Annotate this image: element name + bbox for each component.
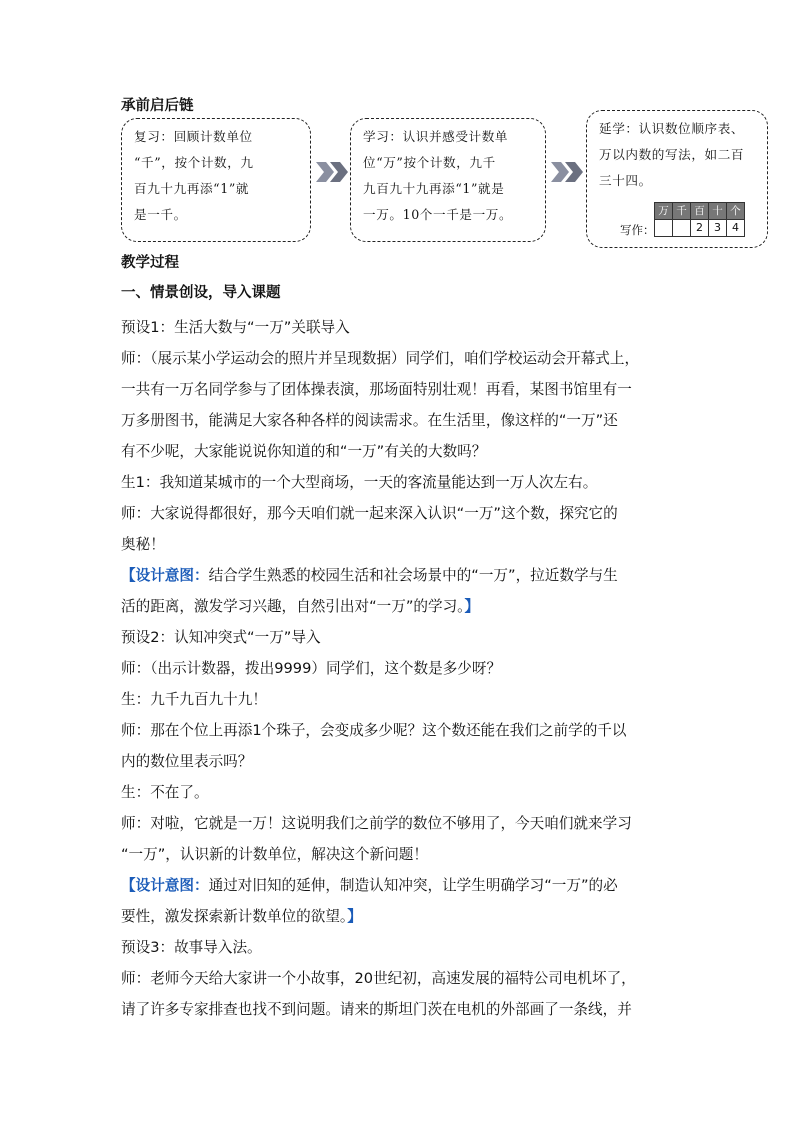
paragraph-line: 内的数位里表示吗？ bbox=[121, 753, 253, 770]
paragraph-line: 师：（展示某小学运动会的照片并呈现数据）同学们，咱们学校运动会开幕式上， bbox=[121, 350, 640, 367]
place-value-table bbox=[654, 202, 745, 237]
write-label: 写作： bbox=[620, 223, 655, 237]
place-value: 4 bbox=[727, 220, 745, 237]
place-header: 万 bbox=[655, 203, 673, 220]
paragraph-line: 师：对啦，它就是一万！这说明我们之前学的数位不够用了，今天咱们就来学习 bbox=[121, 815, 632, 832]
paragraph-line: 师：老师今天给大家讲一个小故事，20世纪初，高速发展的福特公司电机坏了， bbox=[121, 970, 636, 987]
review-line-3: 百九十九再添“1”就 bbox=[134, 181, 250, 196]
paragraph-line: 师：（出示计数器，拨出9999）同学们，这个数是多少呀？ bbox=[121, 660, 502, 677]
design-intent-label: 【设计意图： bbox=[121, 567, 209, 584]
design-intent-label: 【设计意图： bbox=[121, 877, 209, 894]
paragraph-line: 奥秘！ bbox=[121, 536, 165, 553]
extend-line-2: 万以内数的写法，如二百 bbox=[599, 147, 745, 162]
place-value bbox=[673, 220, 691, 237]
review-line-4: 是一千。 bbox=[134, 207, 187, 222]
double-chevron-right-icon bbox=[314, 160, 354, 184]
design-intent-close: 】 bbox=[347, 908, 362, 925]
design-intent-text: 通过对旧知的延伸，制造认知冲突，让学生明确学习“一万”的必 bbox=[208, 877, 618, 894]
paragraph-line: 生：九千九百九十九！ bbox=[121, 691, 267, 708]
learn-line-1: 学习：认识并感受计数单 bbox=[363, 129, 509, 144]
learn-line-4: 一万。10个一千是一万。 bbox=[363, 207, 513, 222]
place-value: 3 bbox=[709, 220, 727, 237]
paragraph-line: 生：不在了。 bbox=[121, 784, 209, 801]
paragraph-line: 生1：我知道某城市的一个大型商场，一天的客流量能达到一万人次左右。 bbox=[121, 474, 598, 491]
design-intent-1 bbox=[121, 560, 681, 591]
review-box bbox=[121, 118, 311, 242]
design-intent-close: 】 bbox=[464, 598, 480, 615]
design-intent-text: 活的距离，激发学习兴趣，自然引出对“一万”的学习。 bbox=[121, 598, 465, 615]
paragraph-line: 预设3：故事导入法。 bbox=[121, 939, 262, 956]
learn-line-2: 位“万”按个计数，九千 bbox=[363, 155, 496, 170]
chain-title: 承前启后链 bbox=[121, 98, 194, 114]
process-title: 教学过程 bbox=[121, 255, 179, 271]
place-header: 百 bbox=[691, 203, 709, 220]
paragraph-line: 一共有一万名同学参与了团体操表演，那场面特别壮观！再看，某图书馆里有一 bbox=[121, 381, 632, 398]
place-header: 千 bbox=[673, 203, 691, 220]
design-intent-text: 要性，激发探索新计数单位的欲望。 bbox=[121, 908, 348, 925]
paragraph-line: 万多册图书，能满足大家各种各样的阅读需求。在生活里，像这样的“一万”还 bbox=[121, 412, 618, 429]
learn-line-3: 九百九十九再添“1”就是 bbox=[363, 181, 505, 196]
design-intent-2-cont bbox=[121, 901, 681, 932]
paragraph-line: 师：那在个位上再添1个珠子，会变成多少呢？这个数还能在我们之前学的千以 bbox=[121, 722, 627, 739]
paragraph-line: 请了许多专家排查也找不到问题。请来的斯坦门茨在电机的外部画了一条线，并 bbox=[121, 1001, 632, 1018]
extend-line-1: 延学：认识数位顺序表、 bbox=[599, 121, 745, 136]
learn-box bbox=[350, 118, 546, 242]
paragraph-line: “一万”，认识新的计数单位，解决这个新问题！ bbox=[121, 846, 428, 863]
extend-line-3: 三十四。 bbox=[599, 173, 652, 188]
section-1-title: 一、情景创设，导入课题 bbox=[121, 285, 281, 301]
design-intent-1-cont bbox=[121, 591, 681, 622]
review-line-2: “千”，按个计数，九 bbox=[134, 155, 254, 170]
place-value bbox=[655, 220, 673, 237]
place-header: 个 bbox=[727, 203, 745, 220]
lesson-body bbox=[121, 312, 681, 1025]
paragraph-line: 有不少呢，大家能说说你知道的和“一万”有关的大数吗？ bbox=[121, 443, 487, 460]
paragraph-line: 预设2：认知冲突式“一万”导入 bbox=[121, 629, 321, 646]
design-intent-2 bbox=[121, 870, 681, 901]
double-chevron-right-icon bbox=[549, 160, 589, 184]
paragraph-line: 师：大家说得都很好，那今天咱们就一起来深入认识“一万”这个数，探究它的 bbox=[121, 505, 618, 522]
design-intent-text: 结合学生熟悉的校园生活和社会场景中的“一万”，拉近数学与生 bbox=[208, 567, 618, 584]
place-value: 2 bbox=[691, 220, 709, 237]
place-header: 十 bbox=[709, 203, 727, 220]
paragraph-line: 预设1：生活大数与“一万”关联导入 bbox=[121, 319, 350, 336]
review-line-1: 复习：回顾计数单位 bbox=[134, 129, 253, 144]
